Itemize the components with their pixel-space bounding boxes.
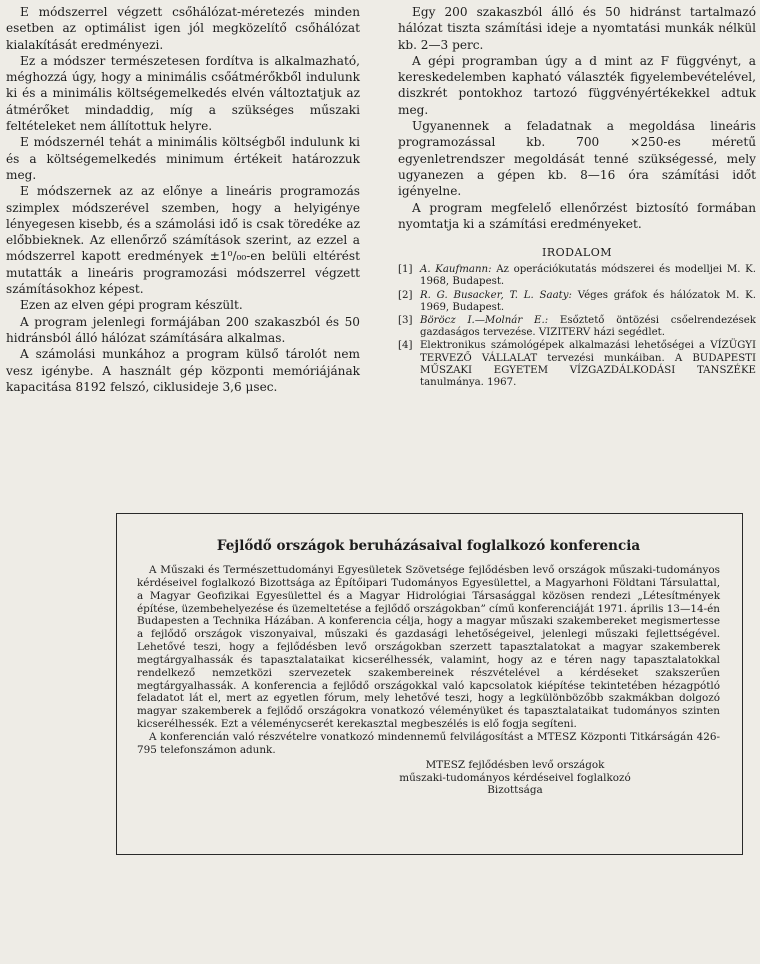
notice-signature (365, 759, 665, 798)
reference-item (398, 264, 756, 288)
body-paragraph: E módszerrel végzett csőhálózat-méretezés minden esetben az optimálist igen jól megközelítő csőhálózat kialakítását eredményezi. (6, 5, 360, 52)
reference-number: [4] (398, 340, 413, 352)
body-paragraph: A program jelenlegi formájában 200 szakaszból és 50 hidránsból álló hálózat számítására alkalmas. (6, 314, 360, 345)
references-heading: IRODALOM (542, 246, 612, 260)
signature-line: MTESZ fejlődésben levő országok (425, 758, 605, 771)
signature-line: Bizottsága (487, 784, 543, 797)
body-paragraph: Ezen az elven gépi program készült. (20, 298, 243, 313)
reference-number: [2] (398, 289, 413, 301)
reference-author: R. G. Busacker, T. L. Saaty: (420, 289, 572, 301)
reference-item (398, 290, 756, 314)
conference-notice-box (116, 513, 743, 855)
body-paragraph: A gépi programban úgy a d mint az F függvényt, a kereskedelemben kapható választék figyelembevételével, diszkrét pontokhoz tartozó függvényértékekkel adtuk meg. (398, 53, 756, 117)
reference-item (398, 315, 756, 339)
reference-text: Elektronikus számológépek alkalmazási lehetőségei a VÍZÜGYI TERVEZŐ VÁLLALAT tervezési munkáiban. A BUDAPESTI MŰSZAKI EGYETEM VÍZGAZDÁLKODÁSI TANSZÉKE tanulmánya. 1967. (420, 340, 756, 388)
reference-text: Esőztető öntözési csőelrendezések gazdaságos tervezése. VIZITERV házi segédlet. (420, 314, 756, 339)
left-column (6, 4, 360, 395)
body-paragraph: E módszernek az az előnye a lineáris programozás szimplex módszerével szemben, hogy a helyigénye lényegesen kisebb, és a számolási idő is csak töredéke az előbbieknek. Az ellenőrző számítások szerint, az ezzel a módszerrel kapott eredmények ±1⁰/₀₀-en belüli eltérést mutatták a lineáris programozási módszerrel végzett számításokhoz képest. (6, 184, 360, 297)
reference-number: [1] (398, 264, 413, 276)
body-paragraph: E módszernél tehát a minimális költségből indulunk ki és a költségemelkedés minimum értékeit határozzuk meg. (6, 135, 360, 182)
reference-text: Az operációkutatás módszerei és modelljei M. K. 1968, Budapest. (420, 264, 756, 288)
reference-text: Véges gráfok és hálózatok M. K. 1969, Budapest. (420, 289, 756, 313)
reference-item (398, 340, 756, 389)
body-paragraph: Ez a módszer természetesen fordítva is alkalmazható, méghozzá úgy, hogy a minimális csőátmérőkből indulunk ki és a minimális költségemelkedés elvén változtatjuk az átmérőket mindaddig, míg a szükséges műszaki feltételeket nem állítottuk helyre. (6, 53, 360, 134)
notice-paragraph: A konferencián való részvételre vonatkozó mindennemű felvilágosítást a MTESZ Központi Titkárságán 426-795 telefonszámon adunk. (137, 730, 720, 756)
reference-author: A. Kaufmann: (420, 264, 492, 276)
notice-paragraph: A Műszaki és Természettudományi Egyesületek Szövetsége fejlődésben levő országok műszaki-tudományos kérdéseivel foglalkozó Bizottsága az Építőipari Tudományos Egyesülettel, a Magyarhoni Földtani Társulattal, a Magyar Geofizikai Egyesülettel és a Magyar Hidrológiai Társasággal közösen rendezi „Létesítmények építése, üzembehelyezése és üzemeltetése a fejlődő országokban” című konferenciáját 1971. április 13—14-én Budapesten a Technika Házában. A konferencia célja, hogy a magyar műszaki szakembereket megismertesse a fejlődő országok viszonyaival, műszaki és gazdasági lehetőségeivel, jelenlegi műszaki fejlettségével. Lehetővé teszi, hogy a fejlődésben levő országokban szerzett tapasztalatokat a magyar szakemberek megtárgyalhassák és tapasztalataikat kicserélhessék, valamint, hogy az e téren nagy tapasztalatokkal rendelkező nemzetközi szervezetek szakembereinek részvételével a kérdéseket szakszerűen megtárgyalhassák. A konferencia a fejlődő országokkal való kapcsolatok kiépítése tekintetében hézagpótló feladatot lát el, mert az egyetlen fórum, mely lehetővé teszi, hogy a legkülönbözőbb szakmákban dolgozó magyar szakemberek a fejlődő országokra vonatkozó véleményüket és tapasztalataikat tudományos szinten kicserélhessék. Ezt a véleménycserét kerekasztal megbeszélés is elő fogja segíteni. (137, 564, 720, 731)
signature-line: műszaki-tudományos kérdéseivel foglalkozó (399, 771, 631, 784)
body-paragraph: A számolási munkához a program külső tárolót nem vesz igénybe. A használt gép központi memóriájának kapacitása 8192 felszó, ciklusideje 3,6 μsec. (6, 347, 360, 394)
reference-number: [3] (398, 314, 413, 326)
body-paragraph: A program megfelelő ellenőrzést biztosító formában nyomtatja ki a számítási eredményeket. (398, 200, 756, 231)
notice-title: Fejlődő országok beruházásaival foglalkozó konferencia (216, 538, 641, 554)
body-paragraph: Egy 200 szakaszból álló és 50 hidránst tartalmazó hálózat tiszta számítási ideje a nyomtatási munkák nélkül kb. 2—3 perc. (398, 5, 756, 52)
right-column (398, 4, 756, 390)
reference-author: Böröcz I.—Molnár E.: (420, 314, 549, 326)
body-paragraph: Ugyanennek a feladatnak a megoldása lineáris programozással kb. 700 ×250-es méretű egyenletrendszer megoldását tenné szükségessé, mely ugyanezen a gépen kb. 8—16 óra számítási időt igényelne. (398, 119, 756, 199)
